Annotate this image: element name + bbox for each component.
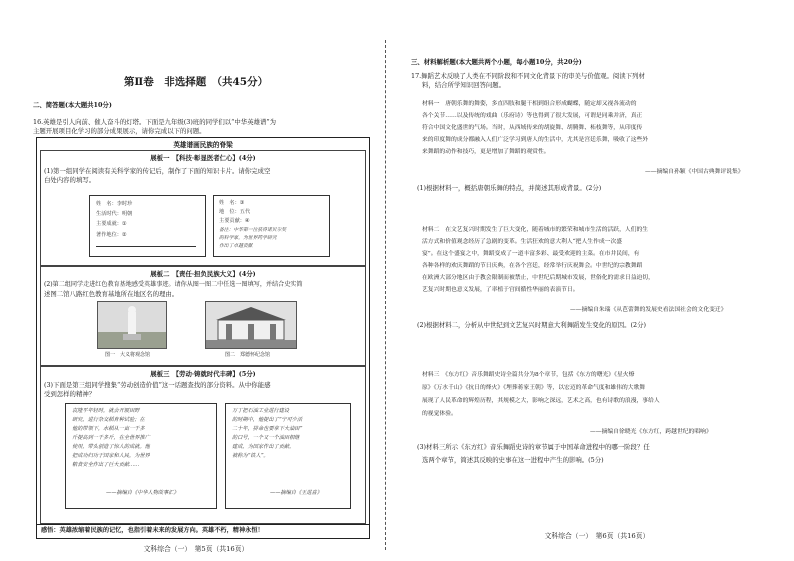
question-17-line2: 料，结合所学知识回答问题。	[422, 81, 506, 89]
knowledge-card-b	[213, 195, 330, 257]
photo-2-caption: 图二 郑德怀纪念馆	[225, 352, 271, 358]
right-page	[400, 0, 794, 561]
card-b-note-2: 的科学家，为世界药学研究	[219, 236, 277, 241]
question-16-line2: 主题开展项目化学习的部分成果展示，请你完成以下的问题。	[33, 127, 206, 135]
material-1-line: 来舞蹈的动作和技巧，更是增加了舞蹈的观赏性。	[422, 149, 550, 155]
question-17-3-b: 选两个章节，简述其反映的史事在这一进程中产生的影响。(5分)	[422, 456, 604, 464]
separator	[37, 524, 369, 525]
exhibit-3	[40, 366, 366, 524]
quote-a-line: 使用，带头创造了惊人的成就。他	[72, 444, 150, 450]
hero-box	[36, 137, 370, 539]
quote-b-line: 被称为“铁人”。	[232, 453, 269, 459]
memorial-hall-icon	[206, 302, 296, 348]
material-2-line: 宴”。在这个盛宴之中，舞蹈变成了一道丰富多彩、最受欢迎的主菜。在市井民间，有	[422, 251, 640, 257]
material-2-line: 各种各样的欢庆舞蹈的节日庆典，在各个宫廷，经常举行庆祝舞会。中世纪的宗教舞蹈	[422, 263, 643, 269]
photo-1-caption: 图一 大义将观念馆	[105, 352, 151, 358]
card-a-name: 姓 名：李时珍	[96, 201, 133, 207]
hero-box-title: 英雄谱画民族的脊梁	[173, 141, 233, 149]
material-2-line: 艺复兴时期也意义发展，了率植于宫间循性华丽的表演节日。	[422, 287, 579, 293]
material-2-line: 在欧洲大部分地区由于教会限制而被禁止，中世纪后期城市发展，世俗化的需求日益迫切，	[422, 275, 654, 281]
material-3-line: 原》《万水千山》《抗日的烽火》《埋葬蒋家王朝》等，以宏迈的革命气度和雄伟的大歌舞	[422, 385, 646, 391]
quote-a-line: 把成功归功于国家和人民，为世界	[72, 453, 150, 459]
sub-title: 二、简答题(本大题共10分)	[33, 101, 112, 109]
quote-b-line: 万丁把石油工业进行建设	[232, 408, 290, 414]
quote-b-line: 的口号，一个又一个油田相继	[232, 435, 300, 441]
material-1-line: 符合中国文化盛世的气场。当时，从西域传来的胡旋舞、胡腾舞、柘枝舞等，从印度传	[422, 125, 643, 131]
card-b-status: 地 位：五代	[219, 209, 251, 215]
section-title-3: 三、材料解析题(本大题共两个小题，每小题10分，共20分)	[411, 58, 582, 66]
question-16-line1: 16.英雄是引人向前、催人奋斗的灯塔。下面是九年级(3)班的同学们以“中华英雄谱”为	[33, 118, 277, 126]
exhibit-2	[40, 266, 366, 366]
material-1-line: 来的印度舞的成分都融入人们广泛学习到唐人的生活中，尤其是宫廷乐舞，吸收了这些外	[422, 137, 649, 143]
quote-a-line: 粮食安全作出了巨大贡献……	[72, 462, 140, 468]
quote-a-line: 他的带领下，水稻从一亩一千多	[72, 426, 145, 432]
card-a-achievement[interactable]: 主要成就：①	[96, 221, 127, 227]
quote-box-b	[225, 403, 351, 509]
card-b-name[interactable]: 姓 名：③	[219, 200, 245, 206]
question-17-line1: 17.舞蹈艺术反映了人类在不同阶段和不同文化背景下的审美与价值观。阅读下列材	[411, 72, 645, 80]
question-17-2: (2)根据材料二，分析从中世纪到文艺复兴时期意大利舞蹈发生变化的原因。(2分)	[417, 321, 646, 329]
statue-icon	[98, 302, 166, 348]
material-1-source: ——摘编自孙颖《中国古典舞评说集》	[645, 169, 744, 175]
card-a-status[interactable]: 著作地位：②	[96, 232, 127, 238]
material-1-line: 材料一 唐朝乐舞的舞姿，多直四肢和腿干相到组合形成蝴蝶，随定却又视各流动的	[422, 101, 637, 107]
exhibit-3-question: (3)下面是第三组同学搜集“劳动创造价值”这一话题查找的部分资料。从中你能感	[44, 381, 271, 389]
card-b-note-3: 作出了卓越贡献	[219, 244, 253, 249]
exhibit-1-question: (1)第一组同学在阅读有关科学家的传记后，制作了下面的知识卡片。请你完成空	[44, 167, 271, 175]
knowledge-card-a	[89, 195, 206, 257]
exhibit-2-question: (2)第二组同学走进红色教育基地感受英雄事迹。请你从图一图二中任选一图填写，并结合史实简	[44, 281, 303, 288]
left-page-footer: 文科综合（一） 第5页（共16页）	[143, 545, 249, 553]
right-page-footer: 文科综合（一） 第6页（共16页）	[544, 532, 650, 540]
quote-b-line: 二十年，拼命也要拿下大油田”	[232, 426, 303, 432]
quote-a-line: 袁隆平年轻时，就会开展田野	[72, 408, 140, 414]
quote-a-source: ——摘编自《中华人物故事汇》	[106, 490, 179, 496]
section-title: 第Ⅱ卷 非选择题 （共45分）	[123, 76, 269, 88]
material-2-line: 材料二 在文艺复兴时期发生了巨大变化，随着城市的繁荣和城市生活的活跃，人们的生	[422, 227, 649, 233]
question-17-3: (3)材料三所示《东方红》音乐舞蹈史诗的章节属于中国革命进程中的哪一阶段？任	[417, 443, 650, 451]
material-2-line: 活方式和价值观念经历了急剧的变革。生活狂欢的意大利人“把人生作成一次盛	[422, 239, 623, 245]
exhibit-2-heading: 展板二 【责任·担负民族大义】(4分)	[150, 270, 256, 278]
exhibit-3-heading: 展板三 【劳动·铸就时代丰碑】(5分)	[150, 370, 256, 378]
card-a-era: 生活时代：明朝	[96, 211, 133, 217]
material-3-line: 展现了人民革命的辉煌历程，其规模之大，影响之深远，艺术之高，也有诗歌的浪漫，事给人	[422, 398, 660, 404]
card-b-note-1: 备注：中华第一位获得诺贝尔奖	[219, 228, 287, 233]
left-page	[0, 0, 392, 561]
material-1-line: 各个关节……以及传统的戏曲（乐府诗）等也得到了很大发展，可谓是同乘并济，真正	[422, 113, 643, 119]
exhibit-2-question-b: 述图二馆八路红色教育基地所在地区名的理由。	[44, 290, 179, 298]
exhibit-1	[40, 150, 366, 266]
quote-b-line: 的时期中，他提出了“宁可少活	[232, 417, 303, 423]
memorial-photo-2	[205, 301, 297, 349]
quote-a-line: 研究，进行杂交稻育种试验；在	[72, 417, 145, 423]
material-2-source: ——摘编自朱瑞《从芭蕾舞的发展史看法国社会的文化变迁》	[570, 307, 727, 313]
bottom-note: 感悟：英雄浓缩着民族的记忆，也指引着未来的发展方向。英雄不朽，精神永恒！	[41, 527, 264, 534]
material-3-source: ——摘编自徐晓光《东方红，跨越世纪的唱响》	[590, 429, 712, 435]
quote-box-a	[65, 403, 217, 509]
quote-b-source: ——摘编自《王进喜》	[270, 490, 322, 496]
answer-line[interactable]	[96, 246, 196, 247]
memorial-photo-1	[97, 301, 167, 349]
quote-a-line: 斤提高到一千多斤，在全世界推广	[72, 435, 150, 441]
exhibit-3-question-b: 受到怎样的精神？	[44, 390, 96, 398]
exhibit-1-question-b: 白处内容的填写。	[44, 176, 96, 184]
question-17-1: (1)根据材料一，概括唐朝乐舞的特点，并简述其形成背景。(2分)	[417, 184, 602, 192]
card-b-contribution[interactable]: 主要贡献：④	[219, 218, 250, 224]
material-3-line: 的视觉体验。	[422, 411, 457, 417]
exhibit-1-heading: 展板一 【科技·彰显医者仁心】(4分)	[150, 154, 256, 162]
material-3-line: 材料三 《东方红》音乐舞蹈史诗全篇共分为8个章节，包括《东方的曙光》《星火燎	[422, 372, 635, 378]
quote-b-line: 建成，为国家作出了贡献。	[232, 444, 295, 450]
